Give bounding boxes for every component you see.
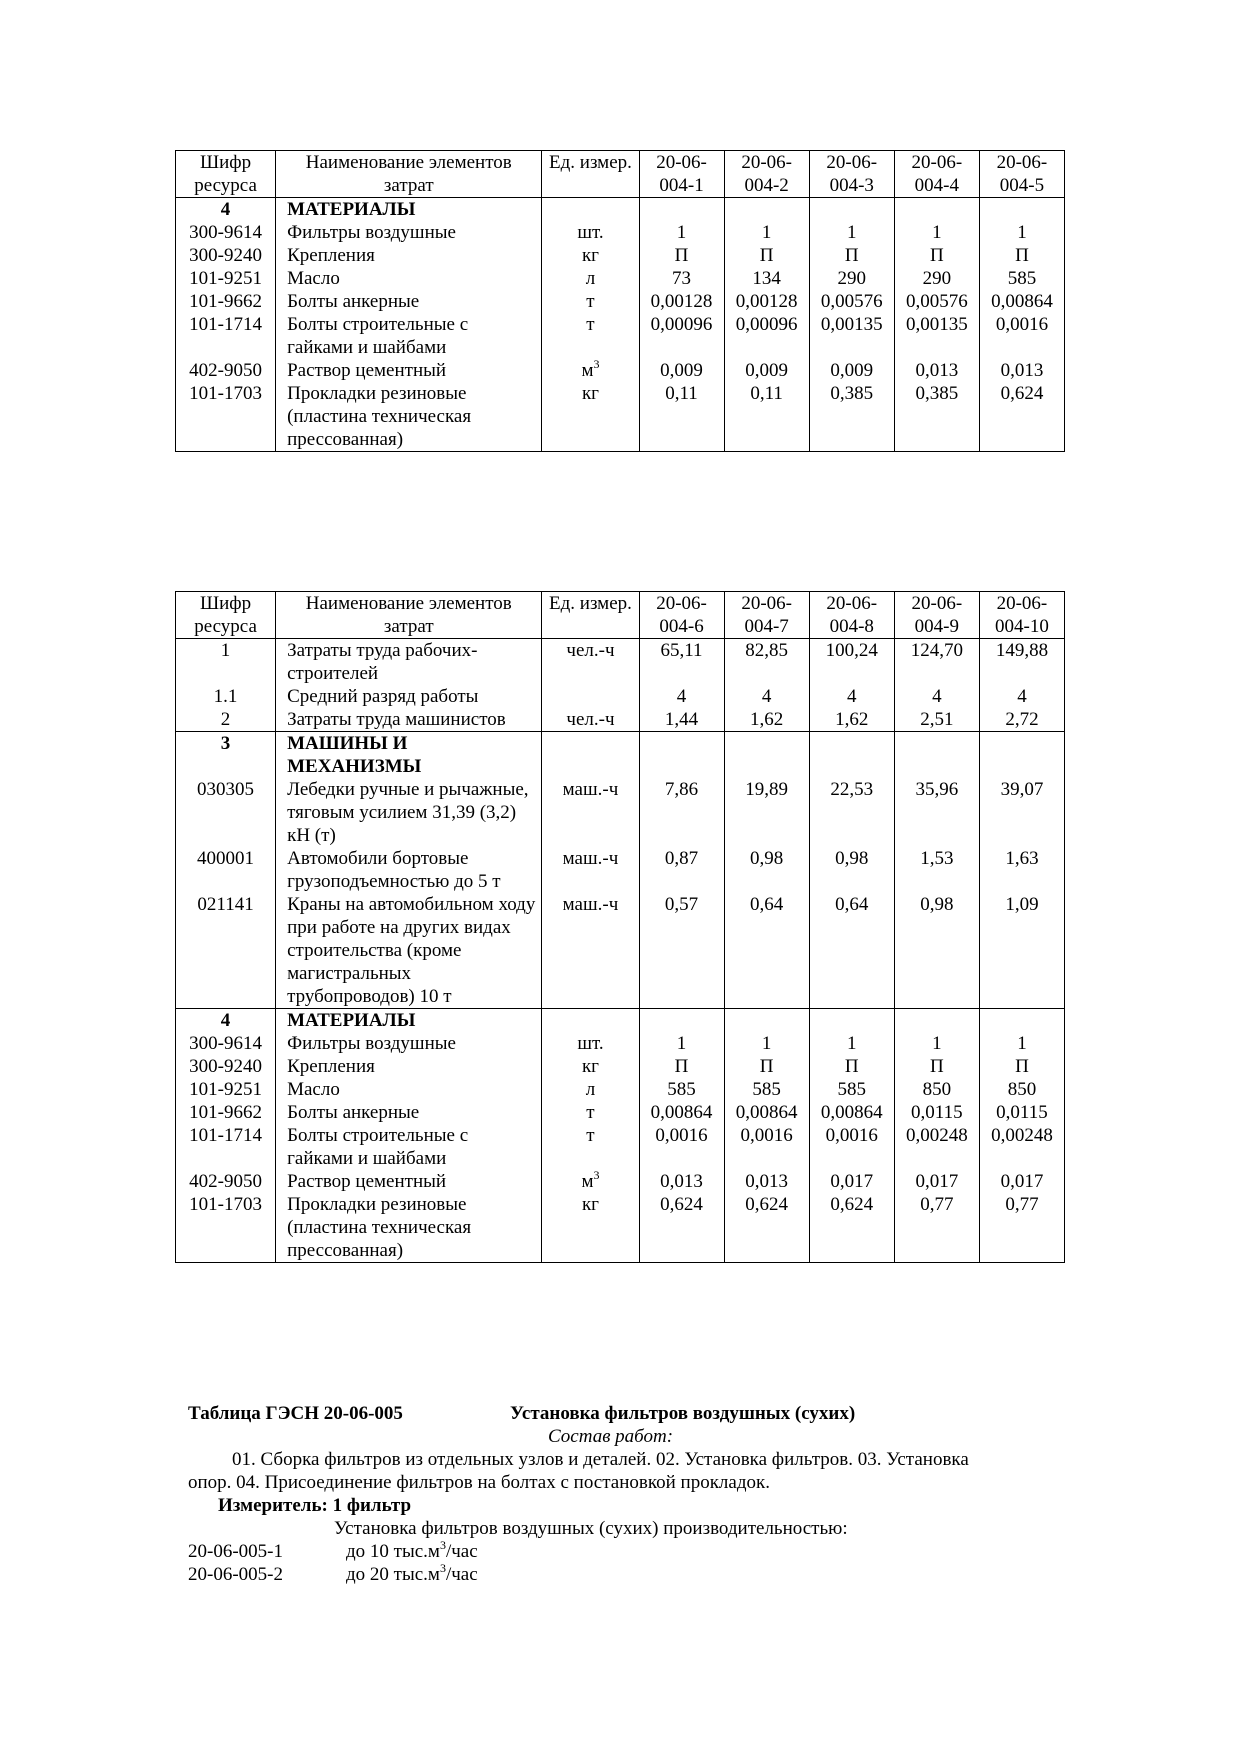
header-code: Шифр ресурса [176,151,276,198]
row-name: Фильтры воздушные [276,1032,542,1055]
row-value: 0,624 [809,1193,894,1263]
row-value: 0,017 [894,1170,979,1193]
row-code: 021141 [176,893,276,1009]
row-value: 0,00864 [724,1101,809,1124]
row-value: 4 [724,685,809,708]
row-value: П [724,1055,809,1078]
row-value: 134 [724,267,809,290]
row-value: 0,0016 [724,1124,809,1170]
header-col: 20-06-004-9 [894,592,979,639]
row-code: 402-9050 [176,1170,276,1193]
row-name: Масло [276,1078,542,1101]
row-value: 0,017 [979,1170,1064,1193]
row-code: 400001 [176,847,276,893]
row-unit: т [542,1124,639,1170]
header-col: 20-06-004-10 [979,592,1064,639]
row-name: Болты анкерные [276,1101,542,1124]
section-row [176,732,1065,779]
table-row [176,1170,1065,1193]
row-value: 0,57 [639,893,724,1009]
row-value: 0,00576 [894,290,979,313]
header-unit: Ед. измер. [542,592,639,639]
row-code: 300-9240 [176,1055,276,1078]
row-value: 0,98 [809,847,894,893]
row-value: 4 [894,685,979,708]
resource-table-1 [175,150,1065,452]
row-value: 1 [894,1032,979,1055]
row-value: 0,009 [639,359,724,382]
row-value: 4 [979,685,1064,708]
row-value: 850 [894,1078,979,1101]
header-col: 20-06-004-7 [724,592,809,639]
row-value: 0,00248 [894,1124,979,1170]
row-code: 101-1714 [176,1124,276,1170]
row-value: 0,013 [724,1170,809,1193]
row-value: 0,385 [894,382,979,452]
table-title: Установка фильтров воздушных (сухих) [510,1403,856,1424]
labour-row [176,639,1065,686]
row-value: 290 [809,267,894,290]
table-header-row [176,151,1065,198]
row-value: 0,385 [809,382,894,452]
item-text: до 20 $тыс.м^3$/час [346,1561,478,1585]
row-value: 2,72 [979,708,1064,732]
row-value: 0,00864 [639,1101,724,1124]
row-value: 0,624 [979,382,1064,452]
row-value: П [979,1055,1064,1078]
table-row [176,1193,1065,1263]
row-name: Затраты труда машинистов [276,708,542,732]
row-value: 65,11 [639,639,724,686]
row-value: 0,00128 [724,290,809,313]
row-value: 39,07 [979,778,1064,847]
row-value: 0,0016 [639,1124,724,1170]
row-name: Фильтры воздушные [276,221,542,244]
row-name: Крепления [276,244,542,267]
row-name: Болты анкерные [276,290,542,313]
row-value: 124,70 [894,639,979,686]
table-body [176,639,1065,732]
table-row [176,359,1065,382]
table-id: Таблица ГЭСН 20-06-005 [188,1403,403,1424]
row-unit: кг [542,1193,639,1263]
machines-body [176,732,1065,1009]
row-code: 101-9662 [176,290,276,313]
table-row [176,1078,1065,1101]
row-value: 0,00135 [809,313,894,359]
row-value: 290 [894,267,979,290]
row-name: Болты строительные с гайками и шайбами [276,313,542,359]
item-code: 20-06-005-1 [188,1541,283,1562]
row-code: 300-9240 [176,244,276,267]
row-value: П [724,244,809,267]
row-value: 0,013 [979,359,1064,382]
row-value: 0,009 [809,359,894,382]
row-code: 300-9614 [176,1032,276,1055]
row-unit: кг [542,244,639,267]
row-code: 2 [176,708,276,732]
row-unit: шт. [542,1032,639,1055]
header-name: Наименование элементов затрат [276,592,542,639]
materials-body [176,1009,1065,1263]
row-code: 101-1703 [176,1193,276,1263]
header-col: 20-06-004-1 [639,151,724,198]
measure-unit: Измеритель: 1 фильтр [218,1495,412,1516]
row-value: 0,624 [639,1193,724,1263]
row-value: 2,51 [894,708,979,732]
row-value: 1 [724,1032,809,1055]
table-row [176,221,1065,244]
row-value: 1 [894,221,979,244]
row-unit: кг [542,382,639,452]
row-value: 0,64 [724,893,809,1009]
row-value: 7,86 [639,778,724,847]
grade-row [176,685,1065,708]
item-text: до 10 $тыс.м^3$/час [346,1538,478,1562]
header-col: 20-06-004-8 [809,592,894,639]
table-row [176,290,1065,313]
row-value: 585 [809,1078,894,1101]
section-row [176,1009,1065,1033]
resource-table-2 [175,591,1065,1263]
table-row [176,893,1065,1009]
row-unit: кг [542,1055,639,1078]
row-name: Крепления [276,1055,542,1078]
row-code: 101-1703 [176,382,276,452]
row-value: 1 [809,221,894,244]
row-value: 0,00128 [639,290,724,313]
section-title: МАТЕРИАЛЫ [276,198,542,222]
section-code: 4 [176,1009,276,1033]
row-value: 0,0016 [809,1124,894,1170]
row-value: 1,53 [894,847,979,893]
row-code: 1.1 [176,685,276,708]
row-value: 0,009 [724,359,809,382]
row-value: 1 [724,221,809,244]
section-code: 4 [176,198,276,222]
row-value: 0,017 [809,1170,894,1193]
row-value: 1 [809,1032,894,1055]
row-value: П [894,244,979,267]
row-unit: т [542,290,639,313]
composition-line: 01. Сборка фильтров из отдельных узлов и деталей. 02. Установка фильтров. 03. Установка [232,1449,969,1470]
header-unit: Ед. измер. [542,151,639,198]
row-value: 4 [639,685,724,708]
table-row [176,1101,1065,1124]
row-value: 1 [979,221,1064,244]
row-value: 0,00096 [724,313,809,359]
row-value: 100,24 [809,639,894,686]
row-unit: л [542,267,639,290]
section-row [176,198,1065,222]
row-value: 0,87 [639,847,724,893]
row-code: 101-9662 [176,1101,276,1124]
row-value: 1 [639,1032,724,1055]
row-value: 0,00096 [639,313,724,359]
row-value: 0,00135 [894,313,979,359]
row-value: 1,62 [724,708,809,732]
row-value: 0,77 [894,1193,979,1263]
row-value: П [809,1055,894,1078]
row-name: Средний разряд работы [276,685,542,708]
row-unit: л [542,1078,639,1101]
row-value: 0,013 [639,1170,724,1193]
row-value: 0,00576 [809,290,894,313]
table-body [176,198,1065,452]
row-value: 585 [979,267,1064,290]
row-value: 0,98 [724,847,809,893]
row-name: Раствор цементный [276,359,542,382]
row-name: Прокладки резиновые (пластина техническая прессованная) [276,1193,542,1263]
row-name: Автомобили бортовые грузоподъемностью до 5 т [276,847,542,893]
header-name: Наименование элементов затрат [276,151,542,198]
row-value: 1 [639,221,724,244]
row-unit: т [542,1101,639,1124]
header-col: 20-06-004-5 [979,151,1064,198]
row-value: 0,00864 [809,1101,894,1124]
row-value: 0,77 [979,1193,1064,1263]
header-col: 20-06-004-4 [894,151,979,198]
row-value: 0,013 [894,359,979,382]
row-value: П [809,244,894,267]
table-row [176,1032,1065,1055]
section-title: МАШИНЫ И МЕХАНИЗМЫ [276,732,542,779]
composition-label: Состав работ: [548,1426,674,1447]
row-name: Болты строительные с гайками и шайбами [276,1124,542,1170]
row-code: 1 [176,639,276,686]
row-value: 19,89 [724,778,809,847]
row-value: 73 [639,267,724,290]
row-code: 101-9251 [176,267,276,290]
row-value: 22,53 [809,778,894,847]
row-value: 0,0115 [894,1101,979,1124]
table-row [176,382,1065,452]
composition-line: опор. 04. Присоединение фильтров на болтах с постановкой прокладок. [188,1472,770,1493]
row-value: 1,62 [809,708,894,732]
row-name: Затраты труда рабочих-строителей [276,639,542,686]
row-code: 101-9251 [176,1078,276,1101]
row-value: П [639,1055,724,1078]
row-value: 585 [724,1078,809,1101]
row-value: П [979,244,1064,267]
row-value: 850 [979,1078,1064,1101]
row-value: 149,88 [979,639,1064,686]
row-value: 1 [979,1032,1064,1055]
row-value: 1,44 [639,708,724,732]
row-value: 585 [639,1078,724,1101]
row-value: 0,11 [724,382,809,452]
row-value: 0,00248 [979,1124,1064,1170]
subtitle: Установка фильтров воздушных (сухих) производительностью: [334,1518,848,1539]
row-value: 0,624 [724,1193,809,1263]
operators-row [176,708,1065,732]
row-value: 1,63 [979,847,1064,893]
row-unit: $м^3$ [542,1170,639,1193]
header-col: 20-06-004-3 [809,151,894,198]
row-unit: т [542,313,639,359]
row-unit: чел.-ч [542,639,639,686]
row-unit: маш.-ч [542,893,639,1009]
row-code: 402-9050 [176,359,276,382]
row-code: 030305 [176,778,276,847]
item-code: 20-06-005-2 [188,1564,283,1585]
section-code: 3 [176,732,276,779]
table-header-row [176,592,1065,639]
row-value: П [894,1055,979,1078]
header-col: 20-06-004-2 [724,151,809,198]
table-row [176,244,1065,267]
table-row [176,778,1065,847]
table-row [176,1124,1065,1170]
row-value: 82,85 [724,639,809,686]
row-value: 35,96 [894,778,979,847]
row-unit: чел.-ч [542,708,639,732]
row-value: 1,09 [979,893,1064,1009]
header-col: 20-06-004-6 [639,592,724,639]
row-name: Прокладки резиновые (пластина техническая прессованная) [276,382,542,452]
row-name: Раствор цементный [276,1170,542,1193]
row-value: 0,0016 [979,313,1064,359]
row-value: 4 [809,685,894,708]
table-row [176,313,1065,359]
row-name: Лебедки ручные и рычажные, тяговым усилием 31,39 (3,2) кН (т) [276,778,542,847]
row-unit: $м^3$ [542,359,639,382]
header-code: Шифр ресурса [176,592,276,639]
row-value: 0,64 [809,893,894,1009]
row-code: 101-1714 [176,313,276,359]
table-row [176,267,1065,290]
row-name: Краны на автомобильном ходу при работе на других видах строительства (кроме магистральных трубопроводов) 10 т [276,893,542,1009]
table-row [176,1055,1065,1078]
row-value: 0,0115 [979,1101,1064,1124]
row-value: П [639,244,724,267]
section-title: МАТЕРИАЛЫ [276,1009,542,1033]
table-row [176,847,1065,893]
row-value: 0,00864 [979,290,1064,313]
row-name: Масло [276,267,542,290]
row-value: 0,98 [894,893,979,1009]
row-code: 300-9614 [176,221,276,244]
row-unit: шт. [542,221,639,244]
row-value: 0,11 [639,382,724,452]
row-unit: маш.-ч [542,847,639,893]
row-unit: маш.-ч [542,778,639,847]
